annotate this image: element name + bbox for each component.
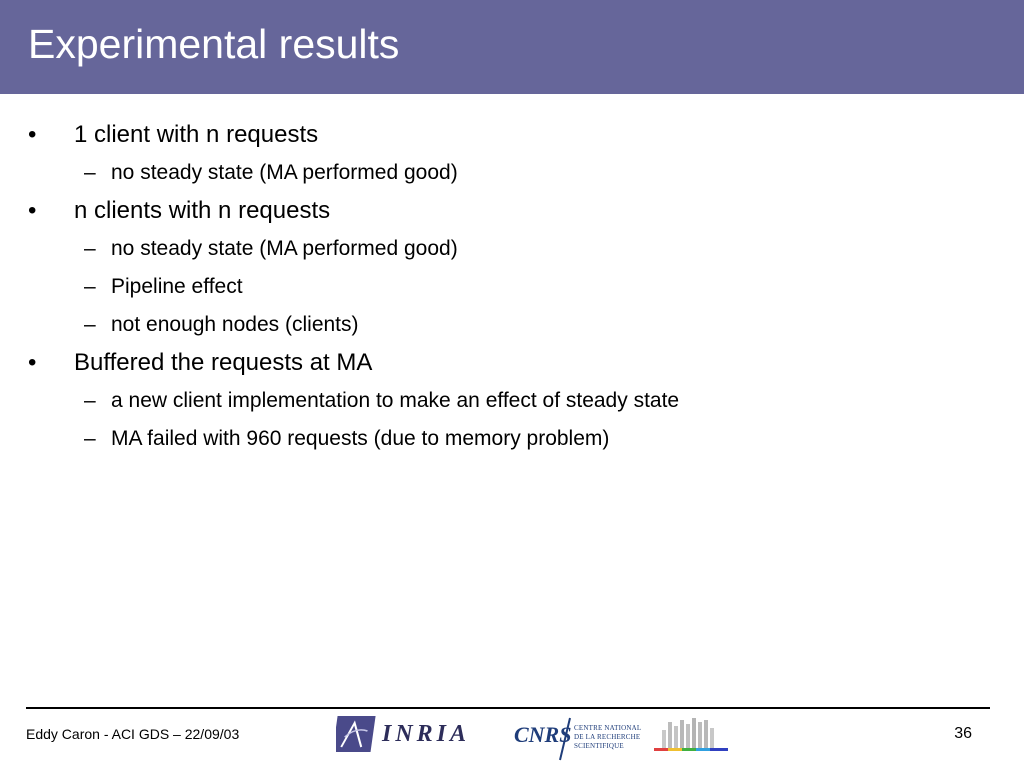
- dash-marker: –: [84, 275, 96, 298]
- sub-list-item: [0, 382, 1024, 420]
- list-item: [0, 116, 1024, 154]
- list-item: [0, 344, 1024, 382]
- dash-marker: –: [84, 427, 96, 450]
- sub-list-item: [0, 230, 1024, 268]
- sub-bullet-text: a new client implementation to make an effect of steady state: [111, 389, 680, 412]
- cnrs-logo-mark: CNRS: [514, 722, 572, 747]
- cnrs-slash-icon: [558, 716, 572, 762]
- cnrs-caption-line: DE LA RECHERCHE: [574, 733, 641, 741]
- dash-marker: –: [84, 161, 96, 184]
- cnrs-caption-line: SCIENTIFIQUE: [574, 742, 624, 750]
- sub-bullet-text: Pipeline effect: [111, 275, 243, 298]
- title-bar: [0, 0, 1024, 94]
- bullet-text: 1 client with n requests: [74, 121, 319, 148]
- inria-logo-text: INRIA: [382, 721, 471, 747]
- bullet-marker: •: [28, 197, 37, 224]
- dash-marker: –: [84, 389, 96, 412]
- bullet-list: [0, 116, 1024, 458]
- inria-emblem-icon: [336, 713, 380, 755]
- list-item: [0, 192, 1024, 230]
- footer-divider: [26, 707, 990, 709]
- sub-list-item: [0, 154, 1024, 192]
- sub-list-item: [0, 306, 1024, 344]
- bullet-text: Buffered the requests at MA: [74, 349, 373, 376]
- slide-title: Experimental results: [28, 21, 400, 67]
- bullet-marker: •: [28, 121, 37, 148]
- lab-logo: [650, 716, 732, 756]
- cnrs-caption: [574, 724, 641, 751]
- lab-bars-icon: [650, 716, 732, 756]
- sub-list-item: [0, 420, 1024, 458]
- sub-bullet-text: no steady state (MA performed good): [111, 161, 458, 184]
- bullet-text: n clients with n requests: [74, 197, 331, 224]
- dash-marker: –: [84, 313, 96, 336]
- cnrs-caption-line: CENTRE NATIONAL: [574, 724, 642, 732]
- sub-bullet-text: no steady state (MA performed good): [111, 237, 458, 260]
- inria-logo: [336, 712, 486, 756]
- footer-author-date: Eddy Caron - ACI GDS – 22/09/03: [26, 726, 240, 742]
- page-number: 36: [954, 725, 972, 742]
- sub-bullet-text: MA failed with 960 requests (due to memory problem): [111, 427, 610, 450]
- sub-list-item: [0, 268, 1024, 306]
- sub-bullet-text: not enough nodes (clients): [111, 313, 359, 336]
- dash-marker: –: [84, 237, 96, 260]
- cnrs-logo: [514, 716, 644, 764]
- bullet-marker: •: [28, 349, 37, 376]
